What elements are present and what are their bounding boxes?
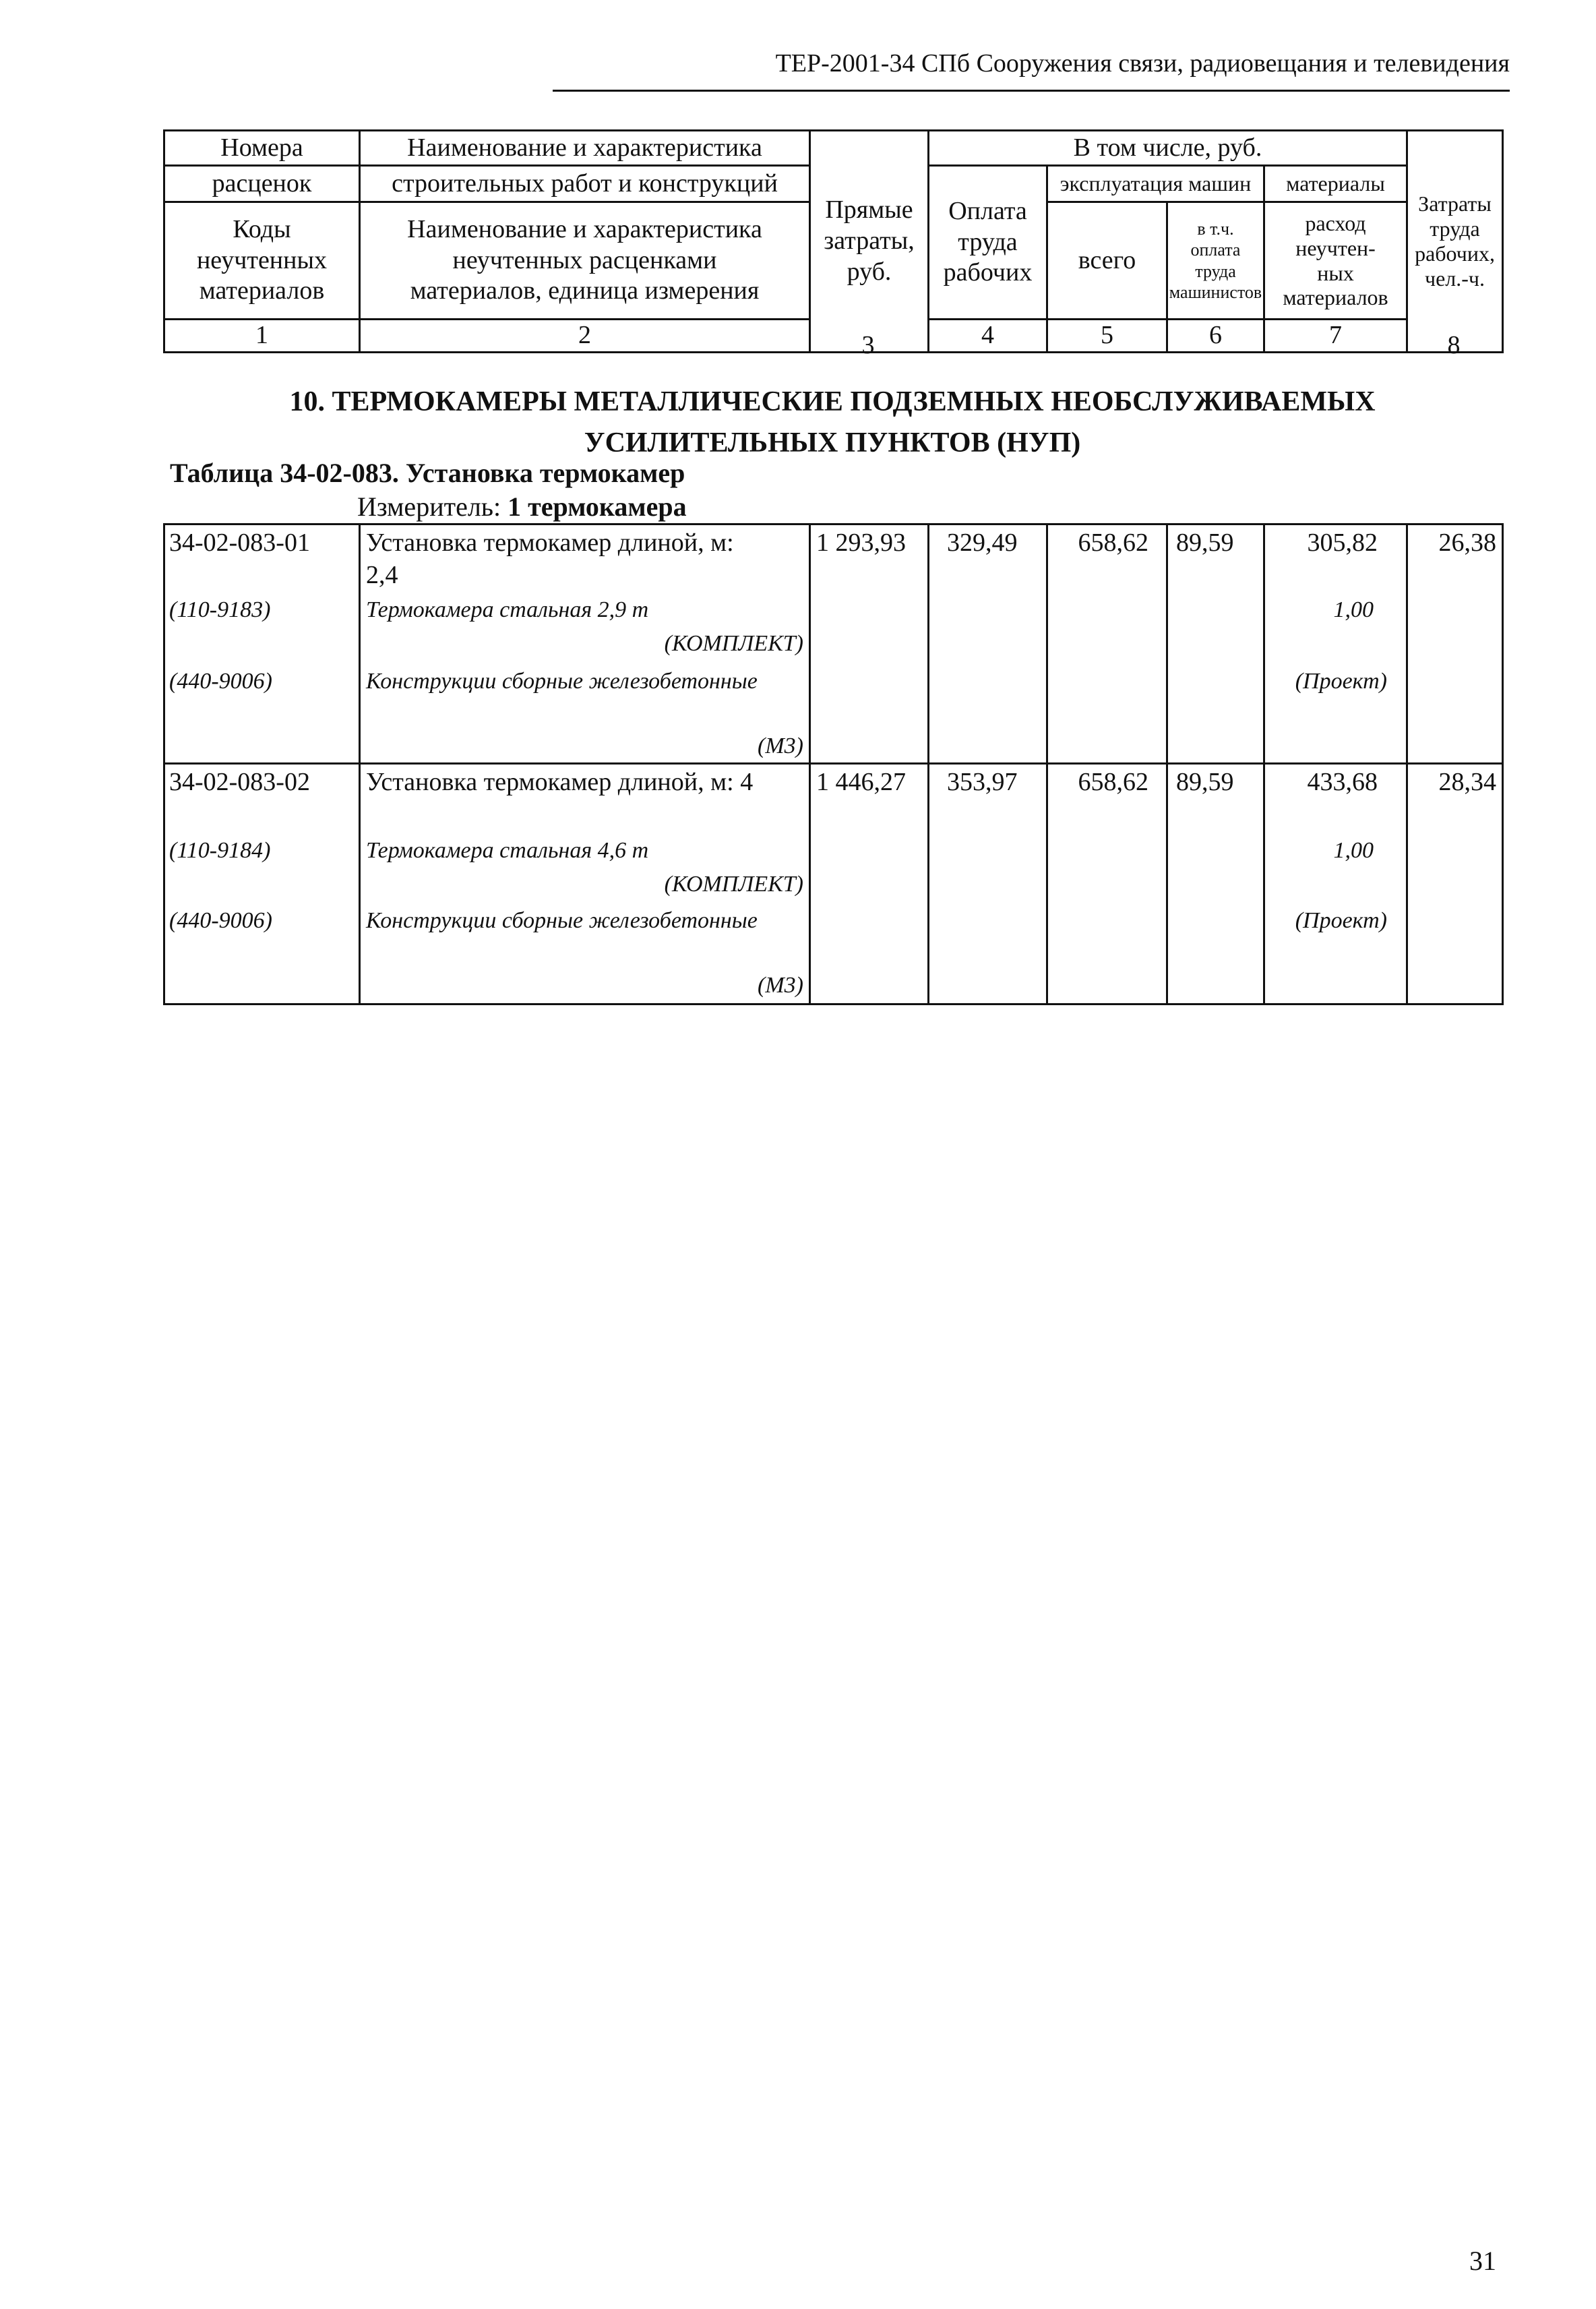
rate-name-cont: 2,4	[366, 561, 398, 589]
material-code: (110-9183)	[169, 597, 271, 622]
header-machines-group: эксплуатация машин	[1047, 166, 1264, 202]
rate-code: 34-02-083-02	[169, 768, 310, 796]
column-number: 4	[929, 320, 1047, 353]
material-code: (440-9006)	[169, 908, 272, 933]
table-row	[164, 524, 1503, 764]
code-cell	[164, 524, 360, 764]
material-name: Конструкции сборные железобетонные	[366, 908, 758, 933]
rates-table	[163, 523, 1504, 1005]
direct-cost-cell: 1 446,27	[810, 764, 929, 1004]
header-machines-total: всего	[1047, 202, 1167, 320]
header-rule	[553, 90, 1510, 92]
materials-cell: 433,68 1,00 (Проект)	[1264, 764, 1407, 1004]
code-cell	[164, 764, 360, 1004]
table-caption	[170, 457, 685, 489]
rate-name: Установка термокамер длиной, м:	[366, 529, 734, 557]
material-unit: (КОМПЛЕКТ)	[664, 872, 803, 897]
header-codes-top: Номера	[164, 131, 360, 166]
labor-cell: 329,49	[929, 524, 1047, 764]
header-materials-group: материалы	[1264, 166, 1407, 202]
machinists-cell: 89,59	[1167, 524, 1264, 764]
header-labor-hours: Затраты труда рабочих, чел.-ч.	[1407, 131, 1503, 353]
section-title: 10. ТЕРМОКАМЕРЫ МЕТАЛЛИЧЕСКИЕ ПОДЗЕМНЫХ НЕОБСЛУЖИВАЕМЫХ УСИЛИТЕЛЬНЫХ ПУНКТОВ (НУП)	[289, 386, 1376, 458]
header-unaccounted-materials: расход неучтен- ных материалов	[1264, 202, 1407, 320]
header-codes-top-2: расценок	[164, 166, 360, 202]
header-name-top-2: строительных работ и конструкций	[360, 166, 810, 202]
rate-code: 34-02-083-01	[169, 529, 310, 557]
header-direct-costs: Прямые затраты, руб.	[810, 131, 929, 353]
direct-cost-cell: 1 293,93	[810, 524, 929, 764]
column-number: 5	[1047, 320, 1167, 353]
unit-line	[357, 491, 687, 522]
material-code: (110-9184)	[169, 838, 271, 863]
material-qty: (Проект)	[1295, 669, 1387, 694]
header-machinists-pay: в т.ч. оплата труда машинистов	[1167, 202, 1264, 320]
labor-cell: 353,97	[929, 764, 1047, 1004]
header-labor-pay: Оплата труда рабочих	[929, 166, 1047, 320]
material-unit: (М3)	[758, 733, 803, 758]
material-unit: (КОМПЛЕКТ)	[664, 631, 803, 656]
column-number: 1	[164, 320, 360, 353]
column-number: 6	[1167, 320, 1264, 353]
table-row	[164, 764, 1503, 1004]
column-number-3: 3	[861, 331, 875, 359]
material-code: (440-9006)	[169, 669, 272, 694]
column-number: 7	[1264, 320, 1407, 353]
name-cell	[360, 524, 810, 764]
table-label: Таблица 34-02-083.	[170, 458, 399, 488]
header-material-names: Наименование и характеристика неучтенных расценками материалов, единица измерения	[360, 202, 810, 320]
name-cell	[360, 764, 810, 1004]
material-qty: 1,00	[1333, 838, 1374, 863]
column-number-8: 8	[1447, 331, 1461, 359]
table-name: Установка термокамер	[405, 458, 685, 488]
machinists-cell: 89,59	[1167, 764, 1264, 1004]
material-qty: (Проект)	[1295, 908, 1387, 933]
rate-name: Установка термокамер длиной, м: 4	[366, 768, 754, 796]
material-name: Термокамера стальная 4,6 т	[366, 838, 649, 863]
material-name: Термокамера стальная 2,9 т	[366, 597, 649, 622]
labor-hours-cell: 26,38	[1407, 524, 1503, 764]
running-title: ТЕР-2001-34 СПб Сооружения связи, радиовещания и телевидения	[775, 49, 1510, 78]
header-material-codes: Коды неучтенных материалов	[164, 202, 360, 320]
unit-value: 1 термокамера	[508, 491, 687, 522]
column-header-table	[163, 129, 1504, 353]
materials-cell: 305,82 1,00 (Проект)	[1264, 524, 1407, 764]
material-name: Конструкции сборные железобетонные	[366, 669, 758, 694]
labor-hours-cell: 28,34	[1407, 764, 1503, 1004]
header-including-group: В том числе, руб.	[929, 131, 1407, 166]
column-number: 2	[360, 320, 810, 353]
unit-label: Измеритель:	[357, 491, 501, 522]
material-qty: 1,00	[1333, 597, 1374, 622]
page-number: 31	[1469, 2246, 1496, 2276]
header-name-top: Наименование и характеристика	[360, 131, 810, 166]
machines-cell: 658,62	[1047, 764, 1167, 1004]
machines-cell: 658,62	[1047, 524, 1167, 764]
material-unit: (М3)	[758, 973, 803, 998]
